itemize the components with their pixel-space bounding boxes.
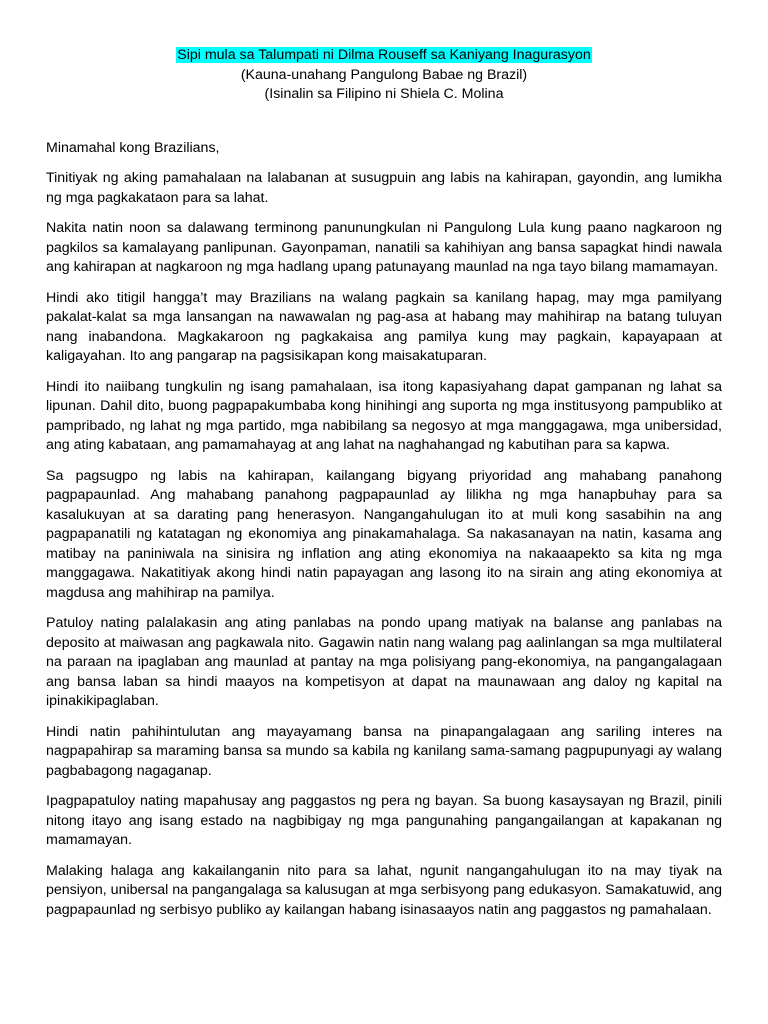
paragraph-7: Hindi natin pahihintulutan ang mayayamang bansa na pinapangalagaan ang sariling interes na nagpapahirap sa maraming bansa sa mundo sa kabila ng kanilang sama-samang pagpupunyagi ay walang pagbabagong nagaganap.	[46, 723, 722, 779]
paragraph-6: Patuloy nating palalakasin ang ating panlabas na pondo upang matiyak na balanse ang panlabas na deposito at maiwasan ang pagkawala nito. Gagawin natin nang walang pag aalinlangan sa mga multilateral na paraan na ipaglaban ang maunlad at pantay na mga polisiyang pang-ekonomiya, na pangangalagaan ang bansa laban sa hindi maayos na kompetisyon at dapat na maunawaan ang daloy ng kapital na ipinakikipaglaban.	[46, 615, 722, 709]
paragraph-8: Ipagpapatuloy nating mapahusay ang paggastos ng pera ng bayan. Sa buong kasaysayan ng Brazil, pinili nitong itayo ang isang estado na nagbibigay ng mga pangunahing pangangailangan at kapakanan ng mamamayan.	[46, 793, 722, 848]
paragraph-9: Malaking halaga ang kakailanganin nito para sa lahat, ngunit nangangahulugan ito na may tiyak na pensiyon, unibersal na pangangalaga sa kalusugan at mga serbisyong pang edukasyon. Samakatuwid, ang pagpapaunlad ng serbisyo publiko ay kailangan habang isinasaayos natin ang paggastos ng pamahalaan.	[46, 862, 722, 918]
paragraph-4: Hindi ito naiibang tungkulin ng isang pamahalaan, isa itong kapasiyahang dapat gampanan ng lahat sa lipunan. Dahil dito, buong pagpapakumbaba kong hinihingi ang suporta ng mga institusyong pampubliko at pampribado, ng lahat ng mga partido, mga nabibilang sa negosyo at mga manggagawa, mga unibersidad, ang ating kabataan, ang pamamahayag at ang lahat na naghahangad ng kabutihan para sa kapwa.	[46, 378, 722, 453]
paragraph-1: Tinitiyak ng aking pamahalaan na lalabanan at susugpuin ang labis na kahirapan, gayondin, ang lumikha ng mga pagkakataon para sa lahat.	[46, 170, 722, 206]
paragraph-5: Sa pagsugpo ng labis na kahirapan, kailangang bigyang priyoridad ang mahabang panahong pagpapaunlad. Ang mahabang panahong pagpapaunlad ay lilikha ng mga hanapbuhay para sa kasalukuyan at sa darating pang henerasyon. Nangangahulugan ito at muli kong sasabihin na ang pagpapanatili ng katatagan ng ekonomiya ang pinakamahalaga. Sa nakasanayan na natin, kasama ang matibay na paniniwala na sinisira ng inflation ang ating ekonomiya na nakaaapekto sa kita ng mga manggagawa. Nakatitiyak akong hindi natin papayagan ang lasong ito na sirain ang ating ekonomiya at magdusa ang mahihirap na pamilya.	[46, 467, 722, 601]
document-header	[46, 46, 722, 105]
salutation: Minamahal kong Brazilians,	[46, 139, 220, 156]
translator-credit: (Isinalin sa Filipino ni Shiela C. Molina	[264, 86, 504, 102]
document-subtitle: (Kauna-unahang Pangulong Babae ng Brazil)	[240, 66, 528, 83]
paragraph-3: Hindi ako titigil hangga’t may Brazilians na walang pagkain sa kanilang hapag, may mga pamilyang pakalat-kalat sa mga lansangan na nawawalan ng pag-asa at habang may mahihirap na batang tuluyan nang inabandona. Magkakaroon ng pagkakaisa ang pamilya kung may pagkain, kapayapaan at kaligayahan. Ito ang pangarap na pagsisikapan kong maisakatuparan.	[46, 289, 722, 364]
document-title: Sipi mula sa Talumpati ni Dilma Rouseff sa Kaniyang Inagurasyon	[177, 47, 591, 63]
paragraph-2: Nakita natin noon sa dalawang terminong panunungkulan ni Pangulong Lula kung paano nagkaroon ng pagkilos sa kamalayang panlipunan. Gayonpaman, nanatili sa kahihiyan ang bansa sapagkat hindi nawala ang kahirapan at nagkaroon ng mga hadlang upang patunayang maunlad na nga tayo bilang mamamayan.	[46, 220, 722, 275]
title-line	[46, 46, 722, 66]
